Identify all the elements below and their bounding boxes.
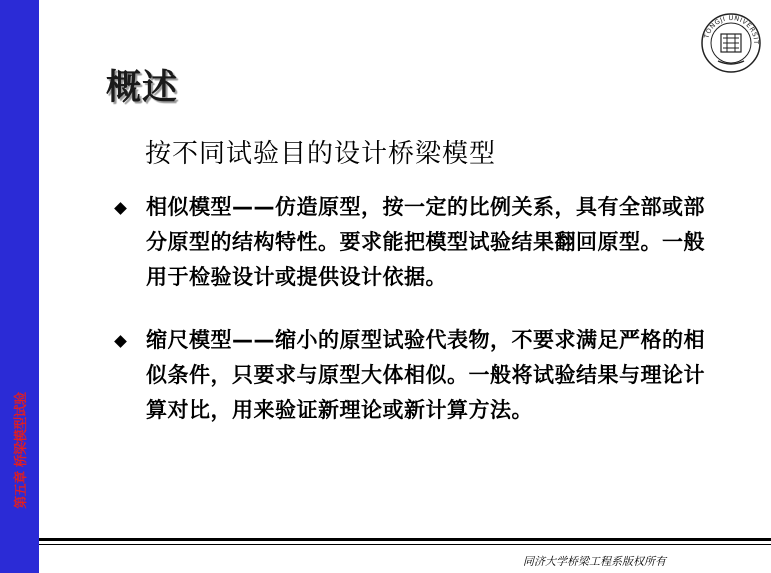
copyright-footer: 同济大学桥梁工程系版权所有: [523, 555, 666, 568]
slide-subtitle: 按不同试验目的设计桥梁模型: [145, 139, 497, 169]
chapter-label-text: 第五章 桥梁模型试验: [13, 391, 29, 509]
footer-divider: [39, 544, 771, 545]
university-seal-icon: [700, 12, 762, 74]
chapter-label: [7, 384, 31, 516]
bullet-text: 缩尺模型——缩小的原型试验代表物，不要求满足严格的相似条件，只要求与原型大体相似。一般将试验结果与理论计算对比，用来验证新理论或新计算方法。: [146, 328, 705, 422]
footer-divider: [39, 538, 771, 541]
logo-text: TONGJI UNIVERSIT: [702, 13, 761, 45]
bullet-text: 相似模型——仿造原型，按一定的比例关系，具有全部或部分原型的结构特性。要求能把模型试验结果翻回原型。一般用于检验设计或提供设计依据。: [146, 195, 705, 289]
diamond-bullet-icon: [114, 335, 127, 348]
slide-title: 概述: [106, 68, 179, 108]
diamond-bullet-icon: [114, 202, 127, 215]
